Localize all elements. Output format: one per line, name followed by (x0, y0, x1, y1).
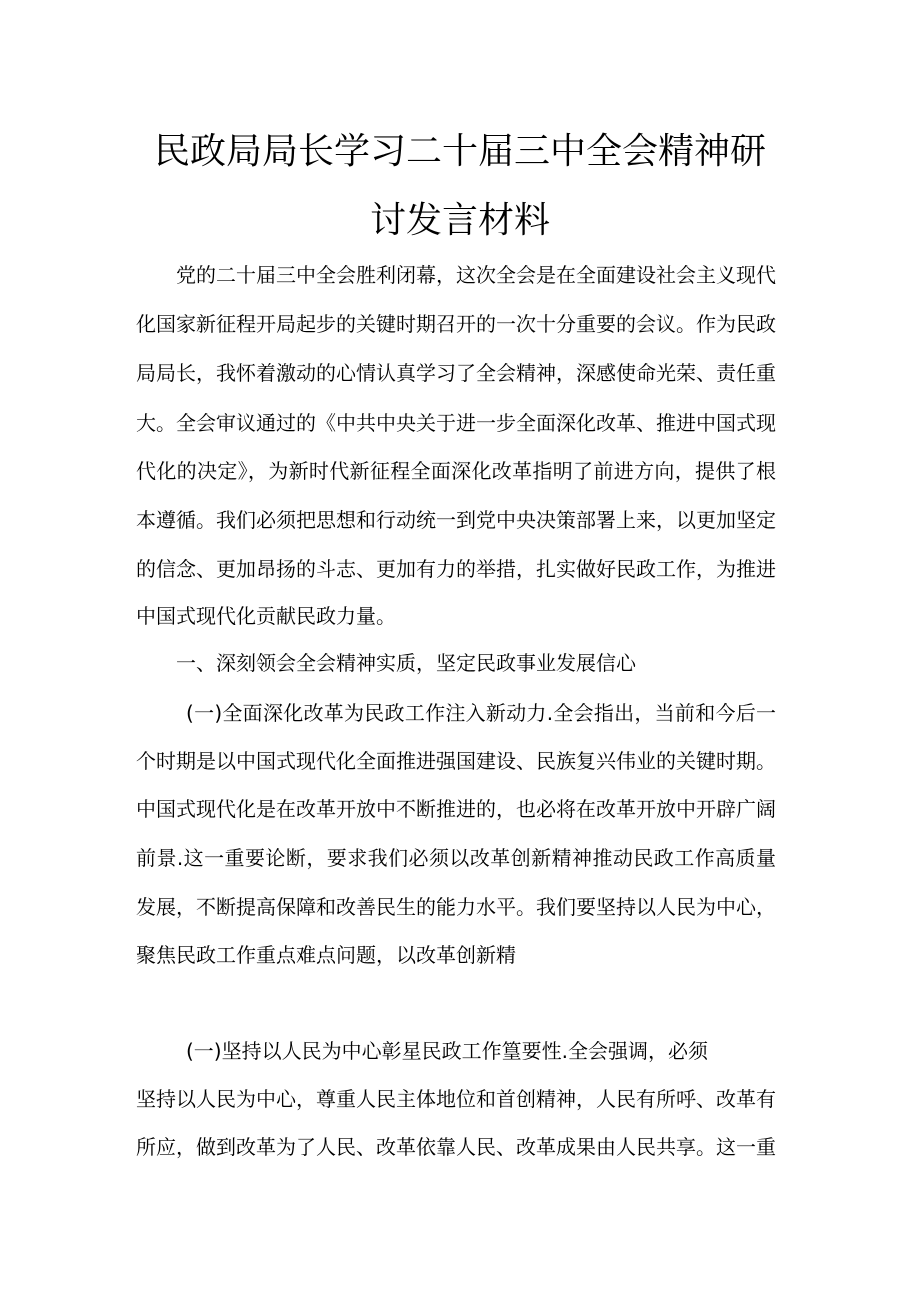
paragraph-3-line-2: 坚持以人民为中心，尊重人民主体地位和首创精神，人民有所呼、改革有 (136, 1087, 776, 1111)
paragraph-2-line-5: 发展，不断提高保障和改善民生的能力水平。我们要坚持以人民为中心， (136, 895, 776, 919)
paragraph-1-line-1: 党的二十届三中全会胜利闭幕，这次全会是在全面建设社会主义现代 (176, 263, 776, 287)
paragraph-2-line-2: 个时期是以中国式现代化全面推进强国建设、民族复兴伟业的关键时期。 (136, 749, 776, 773)
paragraph-1-line-8: 中国式现代化贡献民政力量。 (136, 604, 396, 628)
paragraph-1-line-2: 化国家新征程开局起步的关键时期召开的一次十分重要的会议。作为民政 (136, 312, 776, 336)
paragraph-1-line-4: 大。全会审议通过的《中共中央关于进一步全面深化改革、推进中国式现 (136, 411, 776, 435)
paragraph-2-line-1: (一)全面深化改革为民政工作注入新动力.全会指出，当前和今后一 (186, 701, 776, 725)
paragraph-3-line-1: (一)坚持以人民为中心彰星民政工作篁要性.全会强调，必须 (186, 1039, 708, 1063)
document-title-line-1: 民政局局长学习二十届三中全会精神研 (153, 131, 766, 172)
paragraph-1-line-3: 局局长，我怀着激动的心情认真学习了全会精神，深感使命光荣、责任重 (136, 361, 776, 385)
paragraph-1-line-5: 代化的决定》，为新时代新征程全面深化改革指明了前进方向，提供了根 (136, 459, 776, 483)
paragraph-3-line-3: 所应，做到改革为了人民、改革依靠人民、改革成果由人民共享。这一重 (136, 1135, 776, 1159)
paragraph-2-line-4: 前景.这一重要论断，要求我们必须以改革创新精神推动民政工作高质量 (136, 846, 776, 870)
document-title-line-2: 讨发言材料 (369, 200, 550, 241)
paragraph-2-line-3: 中国式现代化是在改革开放中不断推进的，也必将在改革开放中开辟广阔 (136, 797, 776, 821)
paragraph-1-line-6: 本遵循。我们必须把思想和行动统一到党中央决策部署上来，以更加坚定 (136, 508, 776, 532)
section-heading-1: 一、深刻领会全会精神实质，坚定民政事业发展信心 (176, 651, 636, 675)
paragraph-1-line-7: 的信念、更加昂扬的斗志、更加有力的举措，扎实做好民政工作，为推进 (136, 557, 776, 581)
paragraph-2-line-6: 聚焦民政工作重点难点问题，以改革创新精 (136, 943, 516, 967)
